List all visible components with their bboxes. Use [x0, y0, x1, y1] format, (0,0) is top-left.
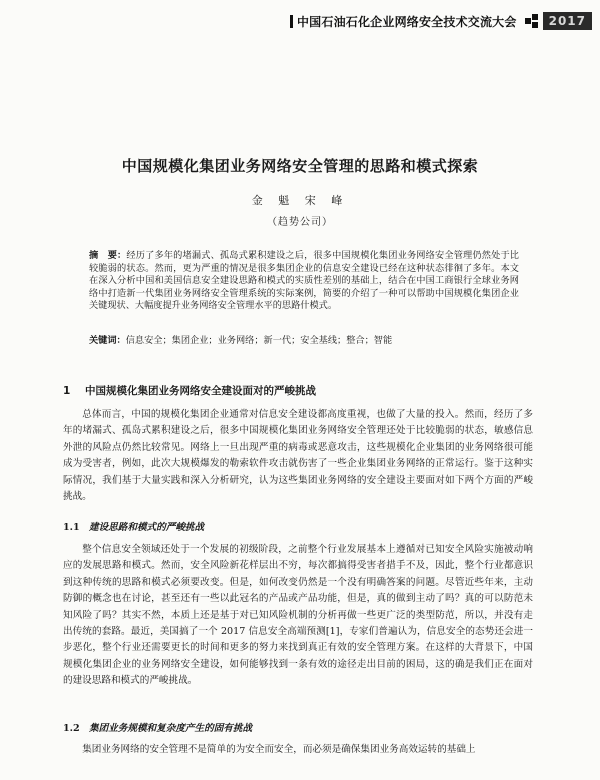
- section-1-1-title: 建设思路和模式的严峻挑战: [89, 522, 205, 533]
- header-bar: [290, 15, 293, 28]
- section-1-paragraph: 总体而言，中国的规模化集团企业通常对信息安全建设都高度重视，也做了大量的投入。然而，经历了多年的堵漏式、孤岛式累积建设之后，很多中国规模化集团业务网络安全管理还处于比较脆弱的状态，敏感信息外泄的风险点仍然比较常见。网络上一旦出现严重的病毒或恶意攻击，这些规模化企业集团的业务网络很可能成为受害者，例如，此次大规模爆发的勒索软件攻击就伤害了一些企业集团业务网络的正常运行。鉴于这种实际情况，我们基于大量实践和深入分析研究，认为这些集团业务网络的安全建设主要面对如下两个方面的严峻挑战。: [63, 409, 533, 503]
- section-1-1-paragraph: 整个信息安全领域还处于一个发展的初级阶段，之前整个行业发展基本上遵循对已知安全风险实施被动响应的发展思路和模式。然而，安全风险新花样层出不穷，每次都搞得受害者措手不及，因此，整个行业都意识到这种传统的思路和模式必须要改变。但是，如何改变仍然是一个没有明确答案的问题。尽管近些年来，主动防御的概念也在讨论，甚至还有一些以此冠名的产品或产品功能，但是，真的做到主动了吗？真的可以防范未知风险了吗？其实不然，本质上还是基于对已知风险机制的分析再做一些更广泛的类型防范，所以，并没有走出传统的套路。最近，美国搞了一个 2017 信息安全高端预测[1]，专家们普遍认为，信息安全的态势还会进一步恶化，整个行业还需要更长的时间和更多的努力来找到真正有效的安全管理方案。在这样的大背景下，中国规模化集团企业的业务网络安全建设，如何能够找到一条有效的途径走出目前的困局，这的确是我们正在面对的建设思路和模式的严峻挑战。: [63, 544, 533, 687]
- abstract-label: 摘 要：: [89, 250, 127, 261]
- header-year: 2017: [543, 12, 592, 30]
- abstract-text: 经历了多年的堵漏式、孤岛式累积建设之后，很多中国规模化集团业务网络安全管理仍然处于比较脆弱的状态。然而，更为严重的情况是很多集团企业的信息安全建设已经在这种状态徘徊了多年。本文在深入分析中国和美国信息安全建设思路和模式的实质性差别的基础上，结合在中国工商银行全球业务网络中打造新一代集团业务网络安全管理系统的实际案例，简要的介绍了一种可以帮助中国规模化集团企业关键现状、大幅度提升业务网络安全管理水平的思路什模式。: [89, 250, 519, 312]
- section-1-2-paragraph: 集团业务网络的安全管理不是简单的为安全而安全，而必须是确保集团业务高效运转的基础上: [82, 744, 476, 755]
- section-1-number: 1: [63, 385, 71, 397]
- paper-authors: 金 魁 宋 峰: [251, 194, 349, 207]
- running-header: [290, 10, 592, 32]
- section-1-title: 中国规模化集团业务网络安全建设面对的严峻挑战: [85, 385, 316, 397]
- paper-title: 中国规模化集团业务网络安全管理的思路和模式探索: [121, 157, 479, 175]
- abstract: [89, 250, 519, 313]
- section-1-heading: [63, 383, 316, 398]
- header-squares-icon: [525, 14, 539, 28]
- paper-affiliation: （趋势公司）: [267, 217, 333, 228]
- keywords: [89, 335, 529, 347]
- section-1-2-title: 集团业务规模和复杂度产生的固有挑战: [89, 723, 253, 734]
- header-title: 中国石油石化企业网络安全技术交流大会: [296, 14, 517, 29]
- section-1-1-heading: [63, 519, 204, 533]
- section-1-2-heading: [63, 720, 252, 734]
- keywords-label: 关键词：: [89, 335, 126, 346]
- keywords-text: 信息安全；集团企业；业务网络；新一代；安全基线；整合；智能: [125, 335, 393, 346]
- section-1-1-number: 1.1: [63, 522, 80, 533]
- section-1-2-number: 1.2: [63, 723, 80, 734]
